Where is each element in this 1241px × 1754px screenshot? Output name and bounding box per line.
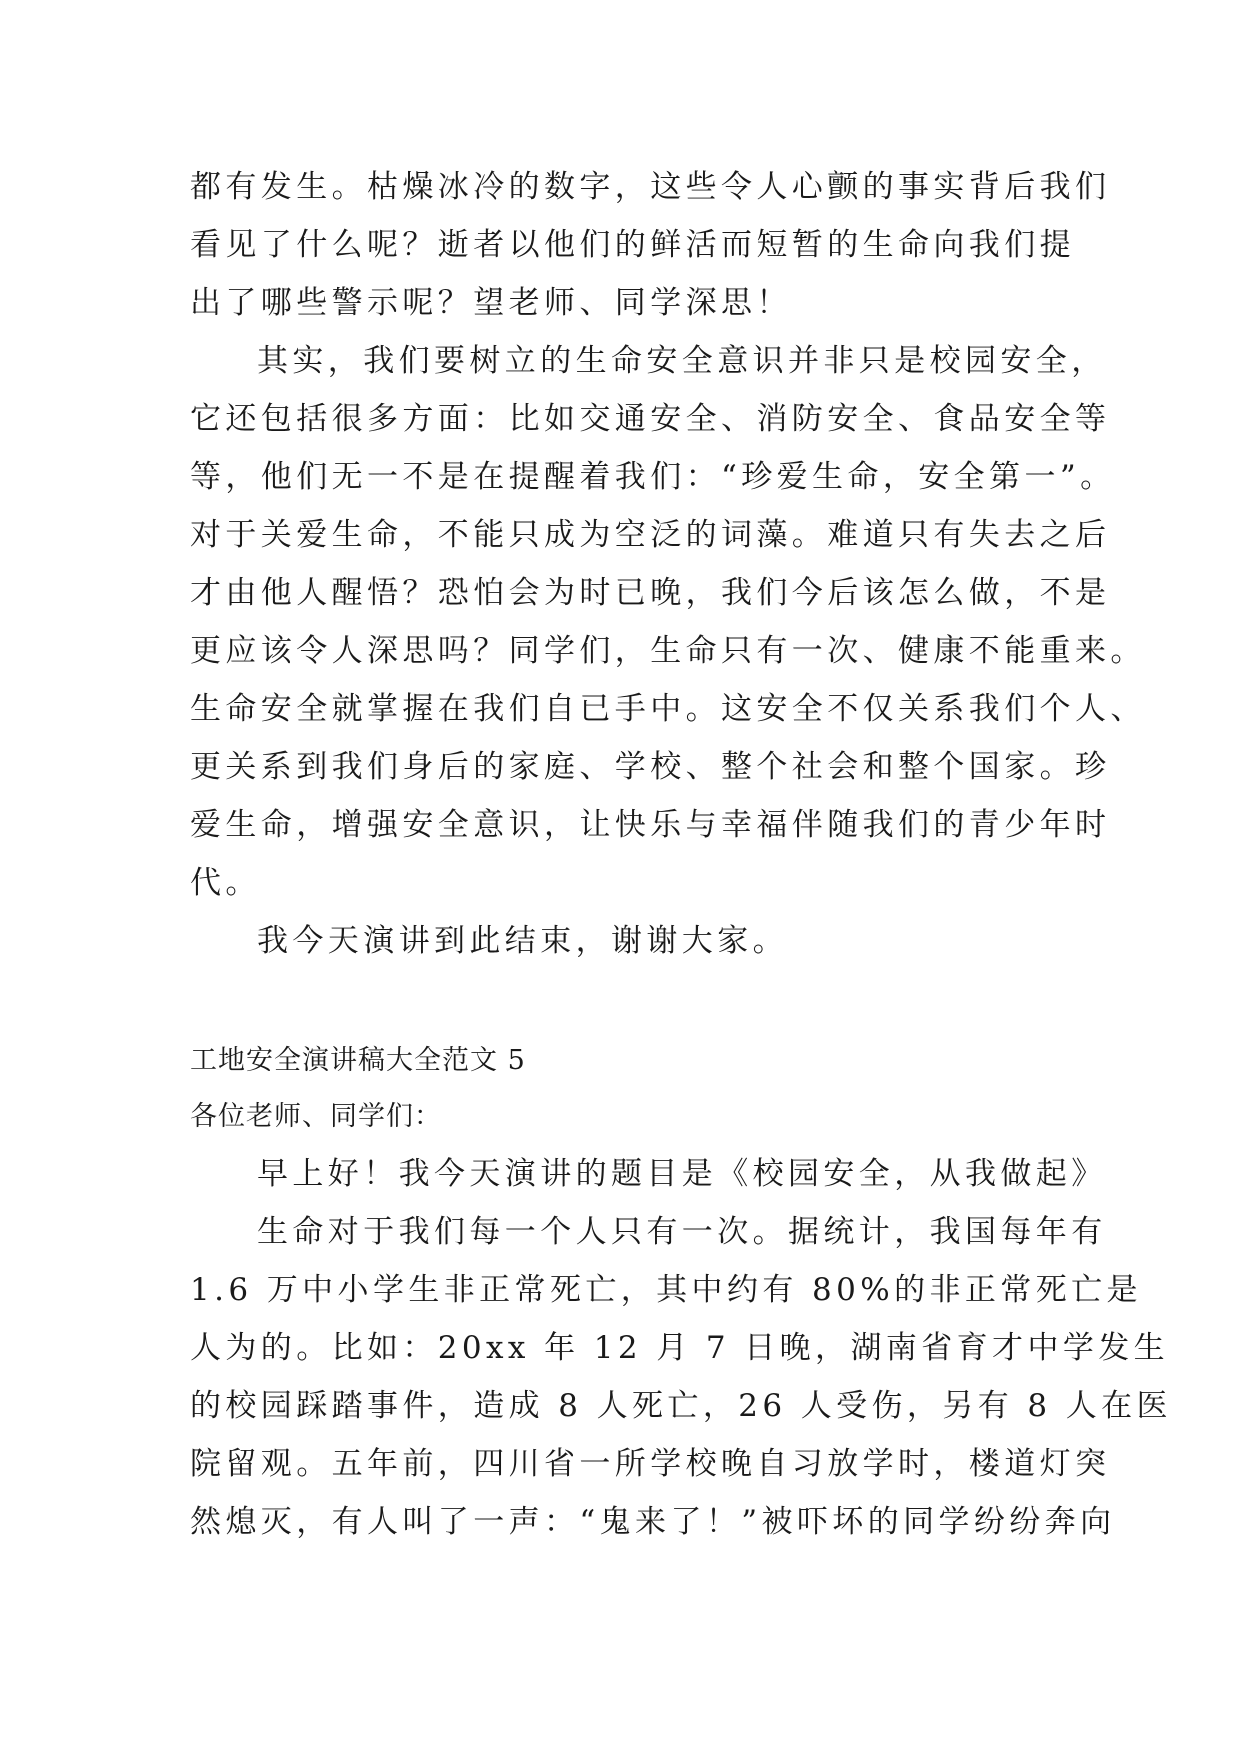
paragraph-line: 更关系到我们身后的家庭、学校、整个社会和整个国家。珍: [190, 749, 1111, 785]
paragraph-line: 生命对于我们每一个人只有一次。据统计，我国每年有: [257, 1214, 1107, 1250]
salutation-line: 各位老师、同学们：: [190, 1101, 442, 1132]
paragraph-line: 出了哪些警示呢？望老师、同学深思！: [190, 285, 792, 321]
paragraph-line: 更应该令人深思吗？同学们，生命只有一次、健康不能重来。: [190, 633, 1146, 669]
paragraph-line: 然熄灭，有人叫了一声：“鬼来了！”被吓坏的同学纷纷奔向: [190, 1504, 1116, 1540]
paragraph-line: 人为的。比如：20xx 年 12 月 7 日晚，湖南省育才中学发生: [190, 1330, 1170, 1366]
paragraph-line: 我今天演讲到此结束，谢谢大家。: [257, 923, 788, 959]
section-heading: 工地安全演讲稿大全范文 5: [190, 1045, 526, 1076]
paragraph-line: 都有发生。枯燥冰冷的数字，这些令人心颤的事实背后我们: [190, 169, 1111, 205]
paragraph-line: 早上好！我今天演讲的题目是《校园安全，从我做起》: [257, 1156, 1107, 1192]
paragraph-line: 的校园踩踏事件，造成 8 人死亡，26 人受伤，另有 8 人在医: [190, 1388, 1172, 1424]
paragraph-line: 它还包括很多方面：比如交通安全、消防安全、食品安全等: [190, 401, 1111, 437]
paragraph-line: 其实，我们要树立的生命安全意识并非只是校园安全，: [257, 343, 1107, 379]
paragraph-line: 1.6 万中小学生非正常死亡，其中约有 80%的非正常死亡是: [190, 1272, 1142, 1308]
paragraph-line: 看见了什么呢？逝者以他们的鲜活而短暂的生命向我们提: [190, 227, 1075, 263]
paragraph-line: 对于关爱生命，不能只成为空泛的词藻。难道只有失去之后: [190, 517, 1111, 553]
paragraph-line: 爱生命，增强安全意识，让快乐与幸福伴随我们的青少年时: [190, 807, 1111, 843]
paragraph-line: 代。: [190, 865, 261, 901]
paragraph-line: 院留观。五年前，四川省一所学校晚自习放学时，楼道灯突: [190, 1446, 1111, 1482]
paragraph-line: 生命安全就掌握在我们自已手中。这安全不仅关系我们个人、: [190, 691, 1146, 727]
paragraph-line: 才由他人醒悟？恐怕会为时已晚，我们今后该怎么做，不是: [190, 575, 1111, 611]
paragraph-line: 等，他们无一不是在提醒着我们：“珍爱生命，安全第一”。: [190, 459, 1116, 495]
